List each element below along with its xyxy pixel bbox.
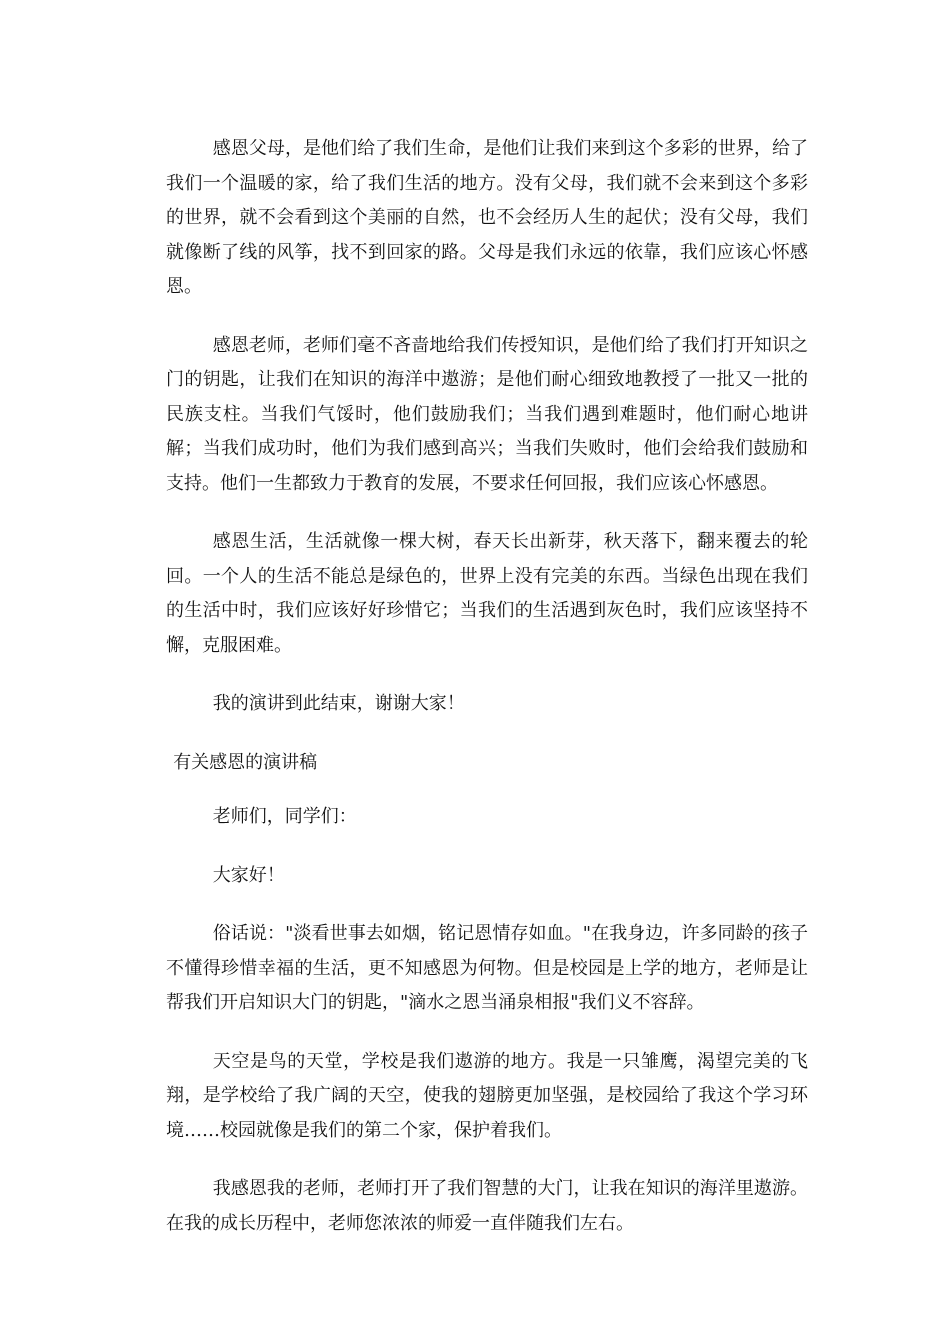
paragraph-teacher: 我感恩我的老师，老师打开了我们智慧的大门，让我在知识的海洋里遨游。在我的成长历程中，老师您浓浓的师爱一直伴随我们左右。 [166, 1178, 808, 1234]
paragraph-gratitude-parents: 感恩父母，是他们给了我们生命，是他们让我们来到这个多彩的世界，给了我们一个温暖的家，给了我们生活的地方。没有父母，我们就不会来到这个多彩的世界，就不会看到这个美丽的自然，也不会经历人生的起伏；没有父母，我们就像断了线的风筝，找不到回家的路。父母是我们永远的依靠，我们应该心怀感恩。 [166, 138, 808, 297]
paragraph-greeting: 大家好！ [212, 864, 285, 886]
paragraph-school: 天空是鸟的天堂，学校是我们遨游的地方。我是一只雏鹰，渴望完美的飞翔，是学校给了我广阔的天空，使我的翅膀更加坚强，是校园给了我这个学习环境……校园就像是我们的第二个家，保护着我们。 [166, 1050, 808, 1141]
paragraph-gratitude-teachers: 感恩老师，老师们毫不吝啬地给我们传授知识，是他们给了我们打开知识之门的钥匙，让我们在知识的海洋中遨游；是他们耐心细致地教授了一批又一批的民族支柱。当我们气馁时，他们鼓励我们；当我们遇到难题时，他们耐心地讲解；当我们成功时，他们为我们感到高兴；当我们失败时，他们会给我们鼓励和支持。他们一生都致力于教育的发展，不要求任何回报，我们应该心怀感恩。 [166, 334, 808, 494]
paragraph-salutation: 老师们，同学们： [212, 806, 357, 827]
document-body [166, 132, 808, 1265]
paragraph-closing: 我的演讲到此结束，谢谢大家！ [212, 693, 465, 714]
section-title: 有关感恩的演讲稿 [173, 751, 318, 773]
paragraph-proverb: 俗话说："淡看世事去如烟，铭记恩情存如血。"在我身边，许多同龄的孩子不懂得珍惜幸福的生活，更不知感恩为何物。但是校园是上学的地方，老师是让帮我们开启知识大门的钥匙，"滴水之恩当涌泉相报"我们义不容辞。 [166, 923, 808, 1013]
paragraph-gratitude-life: 感恩生活，生活就像一棵大树，春天长出新芽，秋天落下，翻来覆去的轮回。一个人的生活不能总是绿色的，世界上没有完美的东西。当绿色出现在我们的生活中时，我们应该好好珍惜它；当我们的生活遇到灰色时，我们应该坚持不懈，克服困难。 [166, 531, 808, 656]
